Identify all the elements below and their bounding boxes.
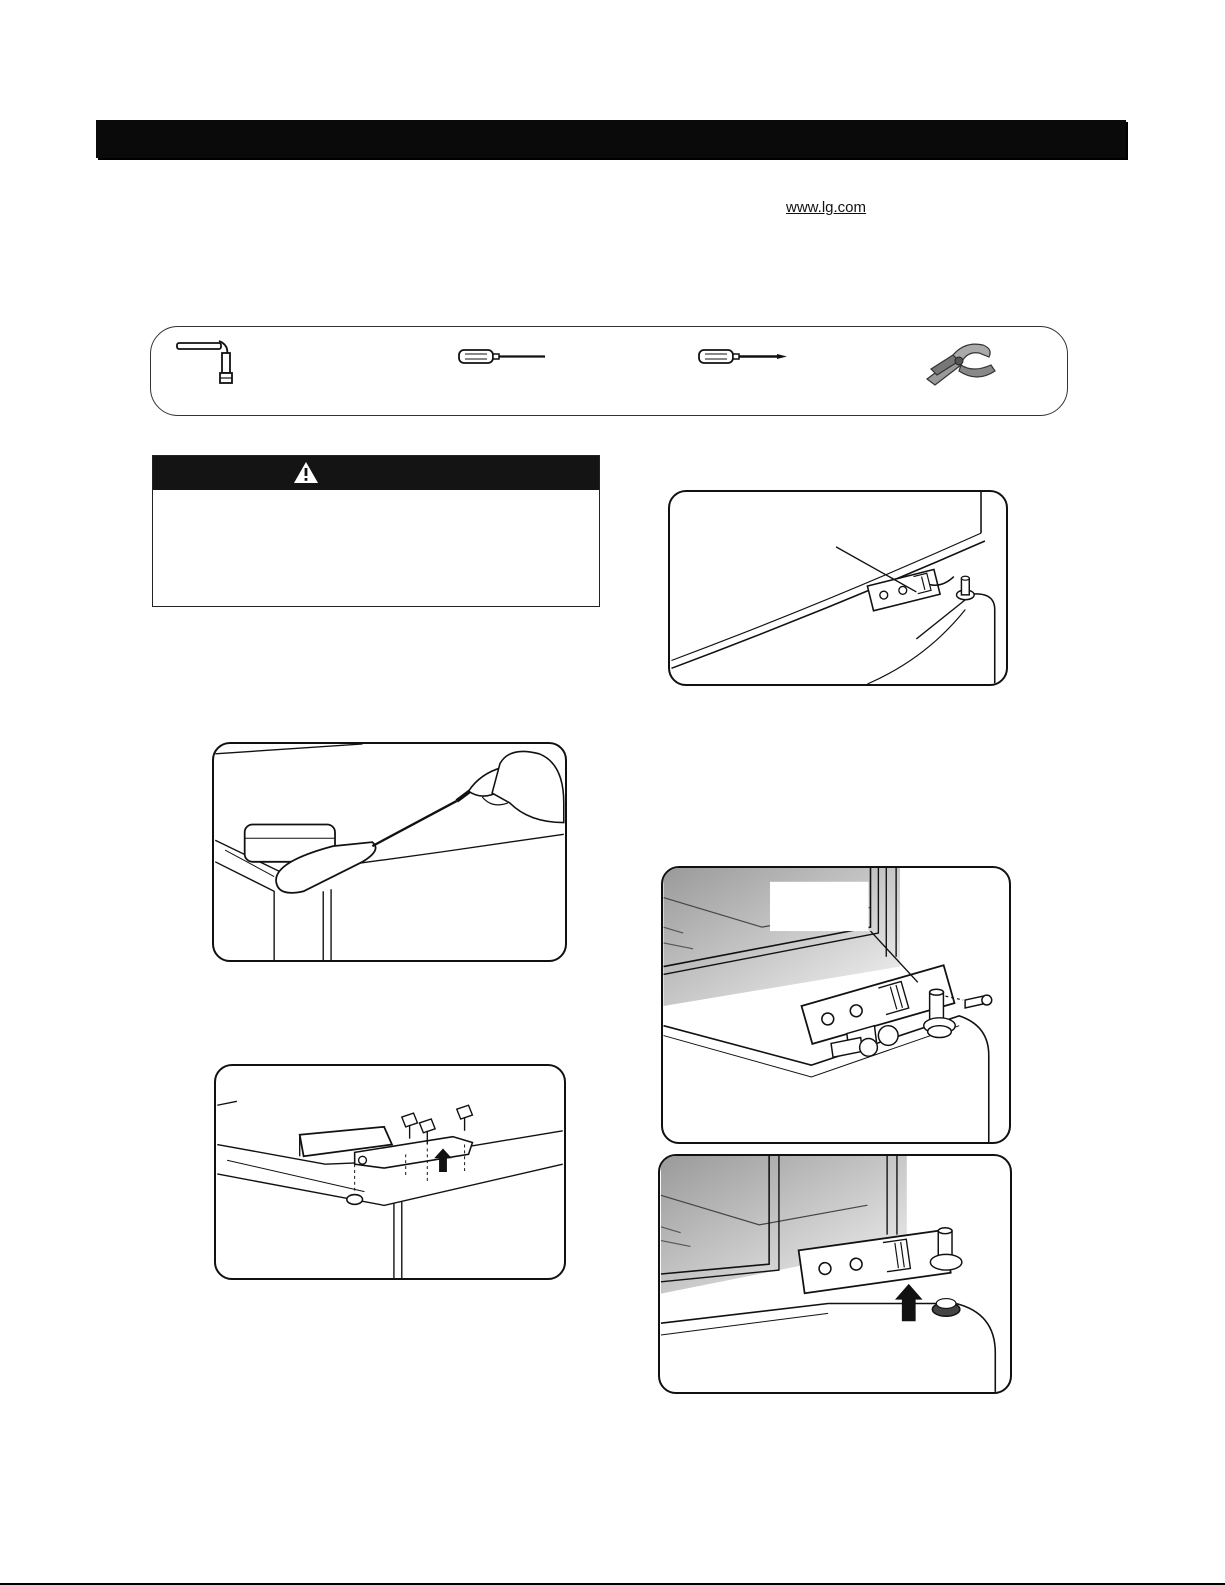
pliers-icon — [921, 339, 1001, 387]
socket-wrench-icon — [175, 335, 235, 395]
warning-box — [152, 455, 600, 607]
warning-header — [153, 456, 599, 490]
hinge-pin-callout-figure — [668, 490, 1008, 686]
hinge-bracket-lift-figure — [658, 1154, 1012, 1394]
hinge-bracket-bolts-figure — [661, 866, 1011, 1144]
tools-needed-box — [150, 326, 1068, 416]
warning-triangle-icon — [293, 461, 319, 484]
remove-top-hinge-figure — [214, 1064, 566, 1280]
phillips-screwdriver-icon — [697, 345, 789, 369]
lg-website-link[interactable]: www.lg.com — [786, 199, 867, 216]
flat-screwdriver-icon — [457, 345, 547, 369]
remove-hinge-cover-figure — [212, 742, 567, 962]
section-title-bar — [96, 120, 1126, 158]
